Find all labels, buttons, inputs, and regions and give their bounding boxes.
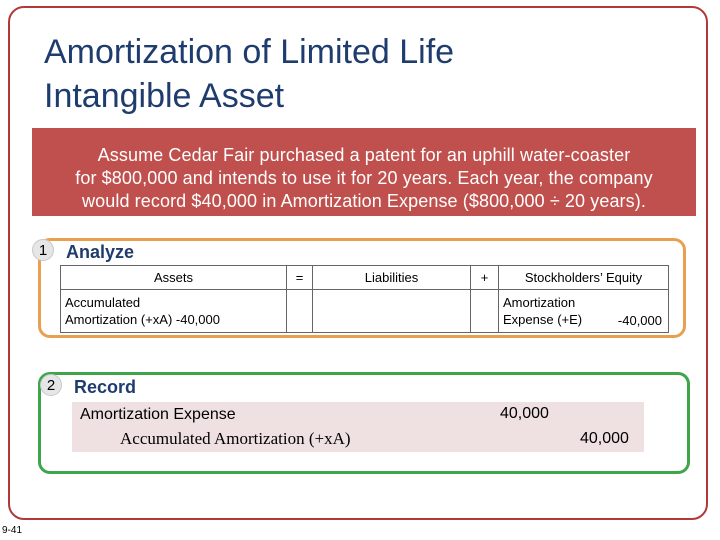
equity-effect-line-2: Expense (+E) — [503, 312, 583, 327]
plus-sign: + — [471, 266, 499, 290]
equals-sign: = — [287, 266, 313, 290]
credit-account: Accumulated Amortization (+xA) — [120, 429, 351, 448]
equity-effect-cell — [499, 290, 669, 333]
title-line-2: Intangible Asset — [44, 77, 285, 115]
record-label: Record — [74, 377, 137, 397]
assets-effect-cell — [61, 290, 287, 333]
liabilities-header: Liabilities — [313, 266, 471, 290]
slide-number: 9-41 — [2, 525, 23, 536]
equation-effect-row — [61, 290, 669, 333]
equation-header-row — [61, 266, 669, 290]
accounting-equation-table — [60, 265, 669, 333]
assets-header: Assets — [61, 266, 287, 290]
debit-account: Amortization Expense — [80, 406, 236, 423]
title-line-1: Amortization of Limited Life — [44, 33, 455, 71]
banner-line-3: would record $40,000 in Amortization Expense ($800,000 ÷ 20 years). — [82, 191, 646, 211]
equals-empty-cell — [287, 290, 313, 333]
banner-line-2: for $800,000 and intends to use it for 20 years. Each year, the company — [75, 168, 653, 188]
assets-effect-line-1: Accumulated — [65, 295, 141, 310]
analyze-step-badge: 1 — [32, 239, 54, 261]
record-step-badge: 2 — [40, 374, 62, 396]
analyze-label: Analyze — [66, 242, 135, 262]
debit-amount: 40,000 — [500, 405, 549, 422]
assets-effect-line-2: Amortization (+xA) -40,000 — [65, 312, 220, 327]
slide-title — [44, 30, 604, 118]
plus-empty-cell — [471, 290, 499, 333]
liabilities-effect-cell — [313, 290, 471, 333]
scenario-banner — [32, 128, 696, 216]
equity-effect-line-1: Amortization — [503, 295, 576, 310]
equity-effect-amount: -40,000 — [617, 313, 662, 328]
credit-amount: 40,000 — [580, 430, 629, 447]
equity-header: Stockholders’ Equity — [499, 266, 669, 290]
banner-line-1: Assume Cedar Fair purchased a patent for an uphill water-coaster — [97, 145, 631, 165]
